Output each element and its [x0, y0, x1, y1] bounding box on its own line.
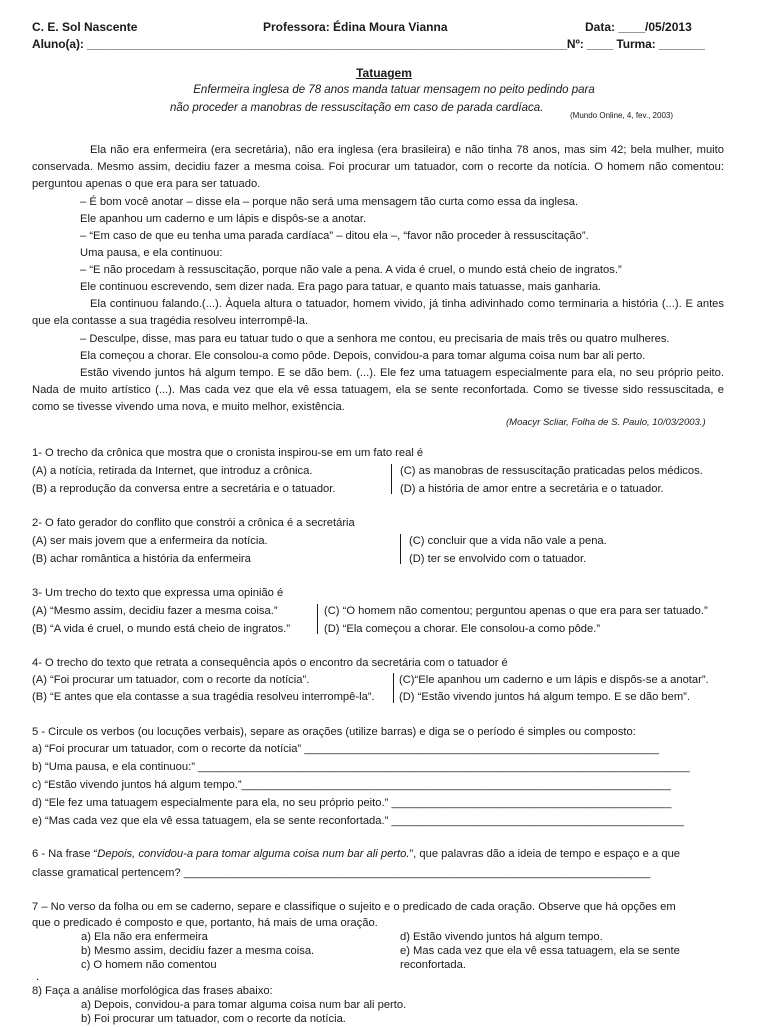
q3-option-d[interactable]: (D) “Ela começou a chorar. Ele consolou-a como pôde.”	[324, 623, 601, 635]
q1-option-b[interactable]: (B) a reprodução da conversa entre a secretária e o tatuador.	[32, 483, 336, 495]
story-paragraph-5: Uma pausa, e ela continuou:	[80, 247, 223, 259]
q3-option-a[interactable]: (A) “Mesmo assim, decidiu fazer a mesma coisa.”	[32, 605, 278, 617]
q6-line-1	[32, 846, 680, 862]
text-title: Tatuagem	[356, 66, 412, 80]
story-citation: (Moacyr Scliar, Folha de S. Paulo, 10/03/2003.)	[506, 417, 706, 428]
q6-quote: Depois, convidou-a para tomar alguma coisa num bar ali perto.	[97, 848, 410, 860]
q6-prefix: 6 - Na frase “	[32, 848, 98, 860]
q3-option-b[interactable]: (B) “A vida é cruel, o mundo está cheio de ingratos.”	[32, 623, 291, 635]
story-paragraph-4: – “Em caso de que eu tenha uma parada cardíaca” – ditou ela –, “favor não proceder à ressuscitação”.	[80, 230, 589, 242]
q1-option-a[interactable]: (A) a notícia, retirada da Internet, que introduz a crônica.	[32, 465, 313, 477]
story-paragraph-1: Ela não era enfermeira (era secretária), não era inglesa (era brasileira) e não tinha 78 anos, mas sim 42; bela mulher, muito conservada. Mesmo assim, decidiu fazer a mesma coisa. Foi procurar um tatuador, com o recorte da notícia. O homem não comentou: perguntou apenas o que era para ser tatuado.	[32, 144, 724, 190]
q4-option-c[interactable]: (C)“Ele apanhou um caderno e um lápis e dispôs-se a anotar”.	[399, 674, 709, 686]
q8-item-b: b) Foi procurar um tatuador, com o recorte da notícia.	[81, 1013, 346, 1025]
q7-line-1: 7 – No verso da folha ou em se caderno, separe e classifique o sujeito e o predicado de cada oração. Observe que há opções em	[32, 901, 676, 913]
q2-option-b[interactable]: (B) achar romântica a história da enfermeira	[32, 553, 251, 565]
q1-brace	[391, 464, 395, 494]
q1-option-c[interactable]: (C) as manobras de ressuscitação praticadas pelos médicos.	[400, 465, 703, 477]
q6-line-2[interactable]: classe gramatical pertencem? ___________________________________________________________________________	[32, 867, 651, 879]
school-name: C. E. Sol Nascente	[32, 20, 138, 34]
q3-brace	[317, 604, 321, 634]
q7-item-e-line-2: reconfortada.	[400, 959, 466, 971]
q6-suffix: ”, que palavras dão a ideia de tempo e espaço e a que	[409, 848, 681, 860]
q2-brace	[400, 534, 404, 564]
story-paragraph-6: – “E não procedam à ressuscitação, porque não vale a pena. A vida é cruel, o mundo está cheio de ingratos.”	[80, 264, 622, 276]
q5-item-a[interactable]: a) “Foi procurar um tatuador, com o recorte da notícia” _________________________________________________________	[32, 743, 659, 755]
q7-item-d: d) Estão vivendo juntos há algum tempo.	[400, 931, 603, 943]
q7-item-e-line-1: e) Mas cada vez que ela vê essa tatuagem, ela se sente	[400, 945, 680, 957]
q5-prompt: 5 - Circule os verbos (ou locuções verbais), separe as orações (utilize barras) e diga se o período é simples ou composto:	[32, 726, 636, 738]
q4-brace	[393, 673, 397, 703]
q4-prompt: 4- O trecho do texto que retrata a consequência após o encontro da secretária com o tatuador é	[32, 657, 508, 669]
subtitle-line-2: não proceder a manobras de ressuscitação em caso de parada cardíaca.	[170, 102, 544, 114]
q8-prompt: 8) Faça a análise morfológica das frases abaixo:	[32, 985, 273, 997]
story-paragraph-11: Estão vivendo juntos há algum tempo. E se dão bem. (...). Ele fez uma tatuagem especialmente para ela, no seu próprio peito. Nada de muito artístico (...). Mas cada vez que ela vê essa tatuagem, ela se sente reconfortada. Como se tivesse sido ressuscitada, e como se tivesse vivendo uma nova, e muito melhor, existência.	[32, 367, 724, 413]
q2-option-a[interactable]: (A) ser mais jovem que a enfermeira da notícia.	[32, 535, 268, 547]
story-paragraph-2: – É bom você anotar – disse ela – porque não será uma mensagem tão curta como essa da inglesa.	[80, 196, 579, 208]
date-field: Data: ____/05/2013	[585, 20, 692, 34]
q2-option-d[interactable]: (D) ter se envolvido com o tatuador.	[409, 553, 587, 565]
q4-option-b[interactable]: (B) “E antes que ela contasse a sua tragédia resolveu interrompê-la”.	[32, 691, 375, 703]
q1-prompt: 1- O trecho da crônica que mostra que o cronista inspirou-se em um fato real é	[32, 447, 424, 459]
q7-item-c: c) O homem não comentou	[81, 959, 217, 971]
q2-prompt: 2- O fato gerador do conflito que constrói a crônica é a secretária	[32, 517, 355, 529]
q7-item-a: a) Ela não era enfermeira	[81, 931, 208, 943]
student-line: Aluno(a): _________________________________________________________________________Nº: ____ Turma: _______	[32, 37, 705, 51]
q1-option-d[interactable]: (D) a história de amor entre a secretária e o tatuador.	[400, 483, 664, 495]
stray-dot: .	[36, 971, 40, 983]
story-paragraph-10: Ela começou a chorar. Ele consolou-a como pôde. Depois, convidou-a para tomar alguma coisa num bar ali perto.	[80, 350, 646, 362]
subtitle-source: (Mundo Online, 4, fev., 2003)	[570, 111, 674, 120]
q5-item-e[interactable]: e) “Mas cada vez que ela vê essa tatuagem, ela se sente reconfortada.” _______________________________________________	[32, 815, 684, 827]
q3-prompt: 3- Um trecho do texto que expressa uma opinião é	[32, 587, 284, 599]
q7-item-b: b) Mesmo assim, decidiu fazer a mesma coisa.	[81, 945, 315, 957]
q5-item-b[interactable]: b) “Uma pausa, e ela continuou:” _______________________________________________________________________________	[32, 761, 690, 773]
subtitle-line-1: Enfermeira inglesa de 78 anos manda tatuar mensagem no peito pedindo para	[193, 84, 595, 96]
story-paragraph-3: Ele apanhou um caderno e um lápis e dispôs-se a anotar.	[80, 213, 367, 225]
teacher-name: Professora: Édina Moura Vianna	[263, 20, 448, 34]
q3-option-c[interactable]: (C) “O homem não comentou; perguntou apenas o que era para ser tatuado.”	[324, 605, 708, 617]
q5-item-d[interactable]: d) “Ele fez uma tatuagem especialmente para ela, no seu próprio peito.” _____________________________________________	[32, 797, 672, 809]
q4-option-d[interactable]: (D) “Estão vivendo juntos há algum tempo. E se dão bem”.	[399, 691, 691, 703]
story-paragraph-8: Ela continuou falando.(...). Àquela altura o tatuador, homem vivido, já tinha adivinhado como terminaria a história (...). E antes que ela contasse a sua tragédia resolveu interrompê-la.	[32, 298, 724, 327]
story-paragraph-9: – Desculpe, disse, mas para eu tatuar tudo o que a senhora me contou, eu precisaria de mais três ou quatro mulheres.	[80, 333, 670, 345]
q4-option-a[interactable]: (A) “Foi procurar um tatuador, com o recorte da notícia”.	[32, 674, 310, 686]
q8-item-a: a) Depois, convidou-a para tomar alguma coisa num bar ali perto.	[81, 999, 407, 1011]
q7-line-2: que o predicado é composto e que, portanto, há mais de uma oração.	[32, 917, 378, 929]
story-paragraph-7: Ele continuou escrevendo, sem dizer nada. Era pago para tatuar, e quanto mais tatuasse, mais ganharia.	[80, 281, 602, 293]
q2-option-c[interactable]: (C) concluir que a vida não vale a pena.	[409, 535, 607, 547]
q5-item-c[interactable]: c) “Estão vivendo juntos há algum tempo.”_____________________________________________________________________	[32, 779, 671, 791]
